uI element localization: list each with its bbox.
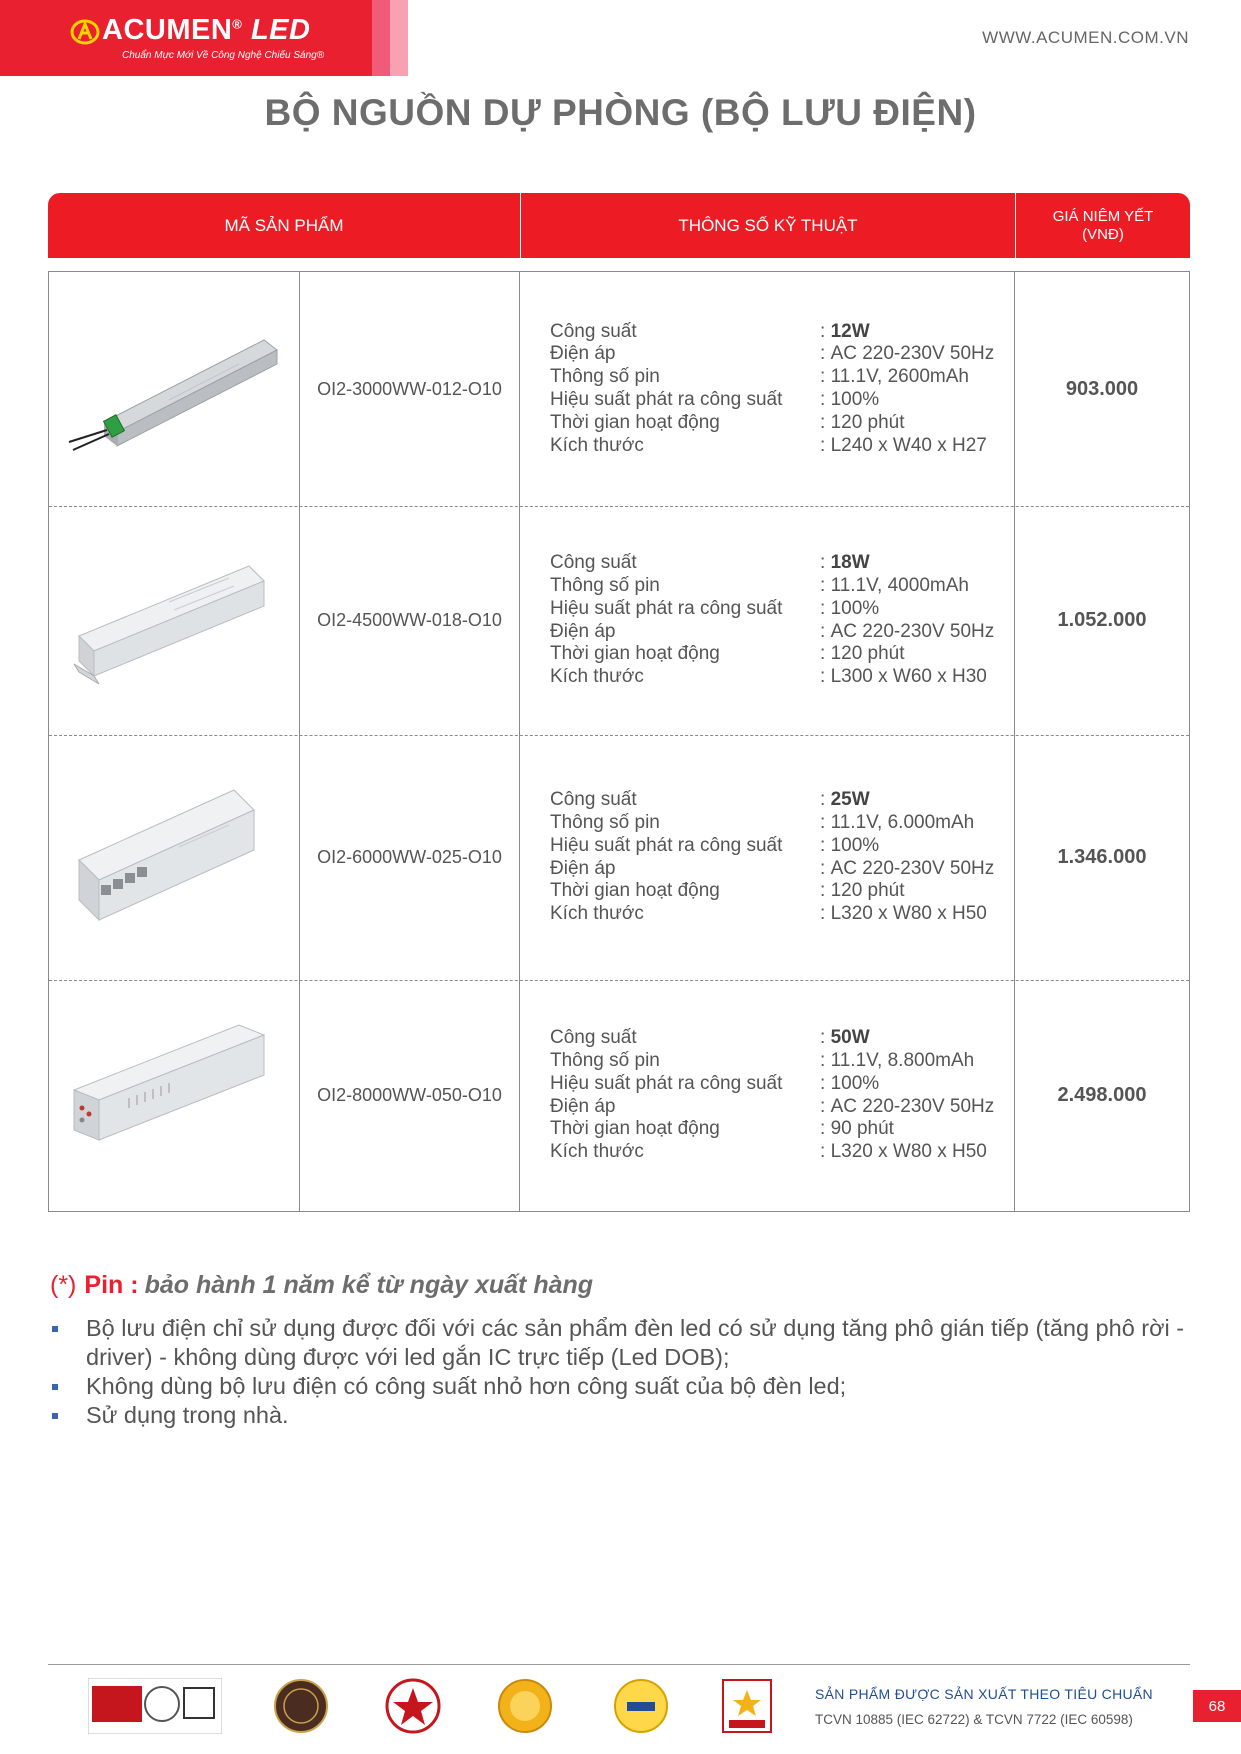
spec-label: Thông số pin: [550, 366, 660, 388]
spec-value: 12W: [830, 320, 870, 342]
note-pin-label: Pin :: [84, 1271, 139, 1299]
spec-line: Điện áp : AC 220-230V 50Hz: [550, 343, 995, 365]
spec-value: 100%: [830, 389, 880, 410]
spec-list: [550, 735, 1010, 980]
product-price: 903.000: [1065, 377, 1139, 400]
spec-line: Hiệu suất phát ra công suất : 100%: [550, 389, 880, 410]
spec-label: Thông số pin: [550, 574, 660, 596]
vietnam-brand-badge: [719, 1678, 775, 1734]
brand-reg: ®: [232, 16, 243, 32]
spec-line: Thông số pin : 11.1V, 6.000mAh: [550, 811, 975, 833]
list-item: [50, 1314, 1200, 1372]
spec-line: Hiệu suất phát ra công suất : 100%: [550, 1072, 880, 1094]
star-award-badge: [385, 1678, 441, 1734]
spec-label: Điện áp: [550, 620, 616, 642]
spec-line: Thời gian hoạt động : 120 phút: [550, 880, 905, 902]
emergency-driver-50w-image: [49, 980, 299, 1211]
header-price-line1: GIÁ NIÊM YẾT: [1052, 207, 1154, 225]
spec-value: 100%: [830, 1072, 880, 1094]
spec-label: Điện áp: [550, 1095, 616, 1117]
product-price: 1.346.000: [1057, 846, 1147, 868]
spec-line: Công suất : 18W: [550, 552, 870, 574]
spec-label: Công suất: [550, 789, 637, 811]
spec-label: Công suất: [550, 552, 637, 574]
header-price: [1016, 193, 1190, 258]
emergency-driver-12w-image: [49, 272, 299, 506]
spec-label: Thời gian hoạt động: [550, 1118, 720, 1140]
table-row: [49, 735, 1189, 980]
spec-value: 25W: [830, 789, 870, 811]
table-header: [48, 193, 1190, 258]
spec-line: Thông số pin : 11.1V, 2600mAh: [550, 366, 969, 388]
bullet-icon: [52, 1326, 58, 1332]
spec-label: Thời gian hoạt động: [550, 643, 720, 665]
emergency-driver-25w-image: [49, 735, 299, 980]
spec-line: Kích thước : L320 x W80 x H50: [550, 1141, 987, 1163]
product-image: [49, 272, 299, 506]
spec-list: [550, 980, 1010, 1211]
spec-value: 100%: [830, 597, 880, 619]
spec-list: [550, 506, 1010, 735]
spec-value: 11.1V, 6.000mAh: [830, 811, 975, 833]
spec-value: 100%: [830, 834, 880, 856]
gold-trust-badge: [273, 1678, 329, 1734]
brand-logo: [0, 0, 408, 76]
product-image: [49, 980, 299, 1211]
warranty-note: [50, 1271, 593, 1300]
spec-line: Hiệu suất phát ra công suất : 100%: [550, 834, 880, 856]
brand-led: LED: [250, 14, 311, 46]
spec-label: Hiệu suất phát ra công suất: [550, 597, 783, 619]
spec-line: Hiệu suất phát ra công suất : 100%: [550, 597, 880, 619]
product-code: OI2-4500WW-018-O10: [317, 610, 502, 630]
spec-line: Kích thước : L240 x W40 x H27: [550, 434, 987, 456]
spec-label: Thông số pin: [550, 811, 660, 833]
spec-label: Hiệu suất phát ra công suất: [550, 834, 783, 856]
product-code: OI2-3000WW-012-O10: [317, 378, 502, 399]
spec-value: AC 220-230V 50Hz: [830, 857, 995, 879]
product-price: 1.052.000: [1057, 609, 1147, 631]
brand-name: ACUMEN: [102, 14, 233, 46]
page-number: 68: [1193, 1690, 1241, 1722]
spec-line: Kích thước : L300 x W60 x H30: [550, 666, 987, 688]
standard-line1: SẢN PHẨM ĐƯỢC SẢN XUẤT THEO TIÊU CHUẨN: [815, 1686, 1153, 1702]
spec-value: 50W: [830, 1027, 870, 1049]
page-title: BỘ NGUỒN DỰ PHÒNG (BỘ LƯU ĐIỆN): [264, 92, 977, 133]
product-price: 2.498.000: [1057, 1084, 1147, 1106]
spec-label: Thời gian hoạt động: [550, 411, 720, 433]
table-row: [49, 272, 1189, 506]
spec-label: Kích thước: [550, 666, 644, 688]
spec-value: 90 phút: [830, 1118, 894, 1140]
spec-value: 120 phút: [830, 880, 905, 902]
brand-tagline: Chuẩn Mực Mới Về Công Nghệ Chiếu Sáng®: [122, 50, 325, 61]
spec-label: Hiệu suất phát ra công suất: [550, 1072, 783, 1094]
spec-line: Thông số pin : 11.1V, 8.800mAh: [550, 1049, 975, 1071]
product-table: [48, 271, 1190, 1212]
spec-value: 18W: [830, 552, 870, 574]
spec-label: Điện áp: [550, 343, 616, 365]
spec-line: Thông số pin : 11.1V, 4000mAh: [550, 574, 969, 596]
spec-line: Thời gian hoạt động : 120 phút: [550, 643, 905, 665]
table-row: [49, 506, 1189, 735]
spec-value: AC 220-230V 50Hz: [830, 620, 995, 642]
spec-label: Thời gian hoạt động: [550, 880, 720, 902]
product-image: [49, 506, 299, 735]
spec-value: 11.1V, 8.800mAh: [830, 1049, 975, 1071]
spec-value: L240 x W40 x H27: [830, 434, 987, 456]
bullet-icon: [52, 1384, 58, 1390]
iso-bureau-veritas-badge: [88, 1678, 222, 1734]
spec-line: Điện áp : AC 220-230V 50Hz: [550, 857, 995, 879]
spec-value: AC 220-230V 50Hz: [830, 1095, 995, 1117]
spec-line: Điện áp : AC 220-230V 50Hz: [550, 620, 995, 642]
usage-notes: [50, 1314, 1200, 1430]
header-specs: THÔNG SỐ KỸ THUẬT: [678, 215, 858, 235]
list-item: [50, 1372, 1200, 1401]
footer-divider: [48, 1664, 1190, 1665]
product-code: OI2-8000WW-050-O10: [317, 1085, 502, 1105]
spec-value: 11.1V, 4000mAh: [830, 574, 969, 596]
spec-value: L320 x W80 x H50: [830, 1141, 987, 1163]
spec-label: Điện áp: [550, 857, 616, 879]
bullet-text: Bộ lưu điện chỉ sử dụng được đối với các sản phẩm đèn led có sử dụng tăng phô gián tiếp (tăng phô rời - driver) - không dùng được với led gắn IC trực tiếp (Led DOB);: [86, 1315, 1185, 1370]
spec-label: Công suất: [550, 1027, 637, 1049]
spec-value: 120 phút: [830, 411, 905, 433]
website-url[interactable]: WWW.ACUMEN.COM.VN: [982, 28, 1189, 47]
spec-line: Kích thước : L320 x W80 x H50: [550, 903, 987, 925]
bullet-text: Không dùng bộ lưu điện có công suất nhỏ hơn công suất của bộ đèn led;: [86, 1373, 847, 1399]
spec-label: Hiệu suất phát ra công suất: [550, 389, 783, 410]
spec-list: [550, 272, 1010, 506]
note-marker: (*): [50, 1271, 77, 1299]
spec-label: Công suất: [550, 320, 637, 342]
golden-brand-badge: [497, 1678, 553, 1734]
spec-line: Công suất : 25W: [550, 789, 870, 811]
emergency-driver-18w-image: [49, 506, 299, 735]
spec-label: Kích thước: [550, 434, 644, 456]
spec-line: Công suất : 50W: [550, 1027, 870, 1049]
bullet-text: Sử dụng trong nhà.: [86, 1402, 289, 1428]
product-image: [49, 735, 299, 980]
spec-label: Kích thước: [550, 1141, 644, 1163]
spec-value: L320 x W80 x H50: [830, 903, 987, 925]
well-known-badge: [613, 1678, 669, 1734]
header-product-code: MÃ SẢN PHẨM: [224, 215, 344, 235]
spec-value: L300 x W60 x H30: [830, 666, 987, 688]
spec-value: 11.1V, 2600mAh: [830, 366, 969, 388]
spec-label: Kích thước: [550, 903, 644, 925]
product-code: OI2-6000WW-025-O10: [317, 847, 502, 867]
list-item: [50, 1401, 1200, 1430]
spec-line: Thời gian hoạt động : 90 phút: [550, 1118, 894, 1140]
spec-label: Thông số pin: [550, 1049, 660, 1071]
header-price-line2: (VNĐ): [1082, 225, 1124, 243]
spec-line: Công suất : 12W: [550, 320, 870, 342]
spec-line: Thời gian hoạt động : 120 phút: [550, 411, 905, 433]
spec-value: AC 220-230V 50Hz: [830, 343, 995, 365]
standard-line2: TCVN 10885 (IEC 62722) & TCVN 7722 (IEC 60598): [815, 1712, 1133, 1727]
table-row: [49, 980, 1189, 1211]
spec-line: Điện áp : AC 220-230V 50Hz: [550, 1095, 995, 1117]
acumen-logo-icon: [70, 17, 100, 47]
bullet-icon: [52, 1413, 58, 1419]
spec-value: 120 phút: [830, 643, 905, 665]
note-warranty-text: bảo hành 1 năm kể từ ngày xuất hàng: [144, 1271, 594, 1299]
